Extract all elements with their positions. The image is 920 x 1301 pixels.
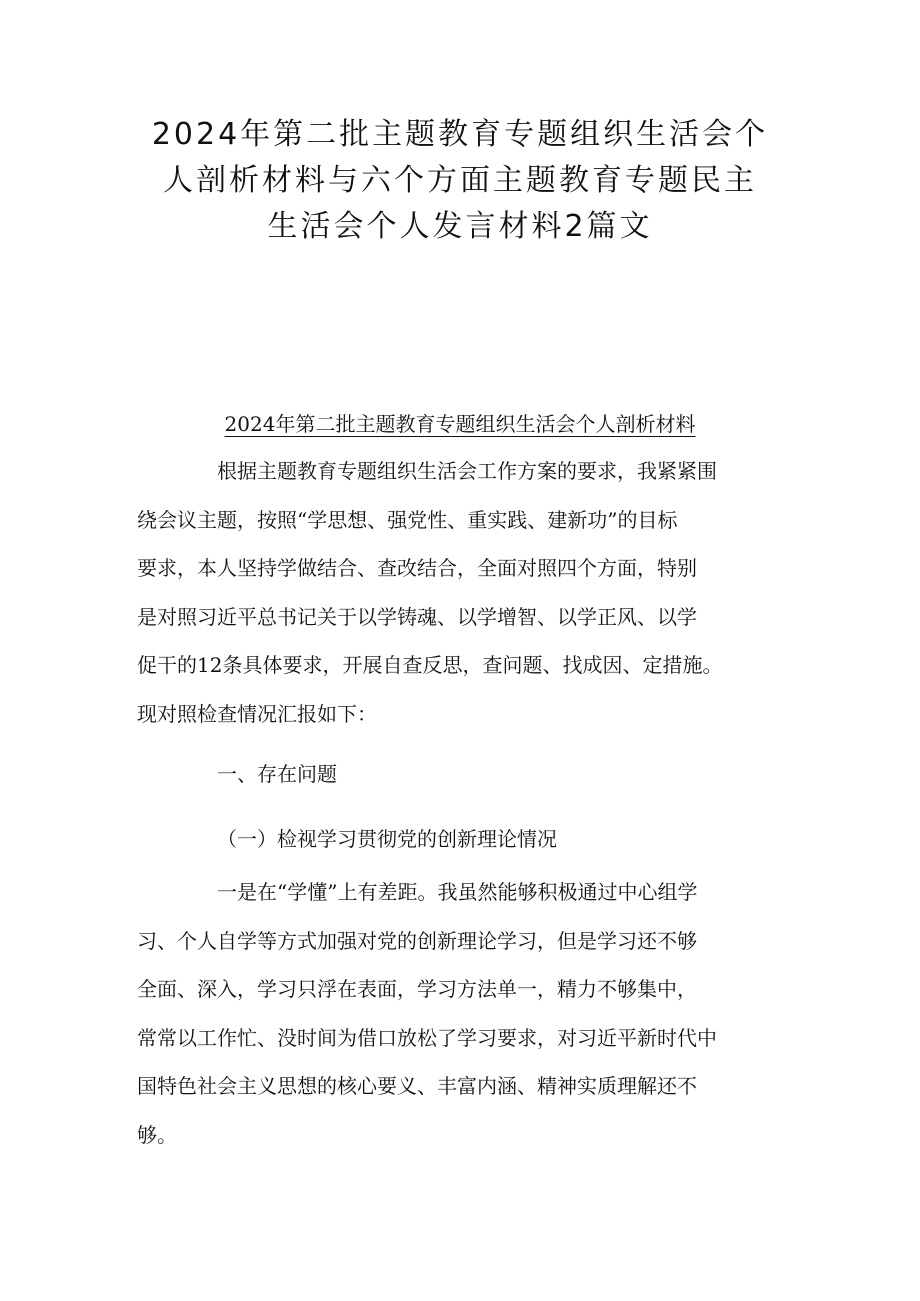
section-title (100, 406, 820, 442)
main-title (120, 112, 800, 250)
heading-existing-problems: 一、存在问题 (217, 762, 337, 786)
main-title-line: 生活会个人发言材料2篇文 (267, 209, 653, 244)
body-paragraph (137, 868, 791, 1159)
section-title-text: 2024年第二批主题教育专题组织生活会个人剖析材料 (224, 412, 696, 436)
paragraph-line: 现对照检查情况汇报如下： (137, 701, 377, 726)
paragraph-line: 全面、深入，学习只浮在表面，学习方法单一，精力不够集中， (137, 977, 697, 1001)
paragraph-line: 习、个人自学等方式加强对党的创新理论学习，但是学习还不够 (137, 928, 697, 953)
paragraph-line: 够。 (137, 1122, 177, 1147)
paragraph-line: 绕会议主题，按照“学思想、强党性、重实践、建新功”的目标 (137, 507, 678, 532)
paragraph-line: 促干的12条具体要求，开展自查反思，查问题、找成因、定措施。 (137, 653, 723, 677)
paragraph-line: 常常以工作忙、没时间为借口放松了学习要求，对习近平新时代中 (137, 1025, 717, 1050)
main-title-line: 人剖析材料与六个方面主题教育专题民主 (163, 163, 757, 198)
paragraph-line: 要求，本人坚持学做结合、查改结合，全面对照四个方面，特别 (137, 556, 697, 580)
intro-paragraph (137, 447, 791, 738)
paragraph-line: 国特色社会主义思想的核心要义、丰富内涵、精神实质理解还不 (137, 1074, 697, 1098)
paragraph-line: 根据主题教育专题组织生活会工作方案的要求，我紧紧围 (217, 459, 717, 483)
paragraph-line: 是对照习近平总书记关于以学铸魂、以学增智、以学正风、以学 (137, 604, 697, 629)
main-title-line: 2024年第二批主题教育专题组织生活会个 (151, 117, 769, 152)
heading-study-inspection: （一）检视学习贯彻党的创新理论情况 (217, 827, 557, 851)
paragraph-line: 一是在“学懂”上有差距。我虽然能够积极通过中心组学 (217, 880, 698, 904)
